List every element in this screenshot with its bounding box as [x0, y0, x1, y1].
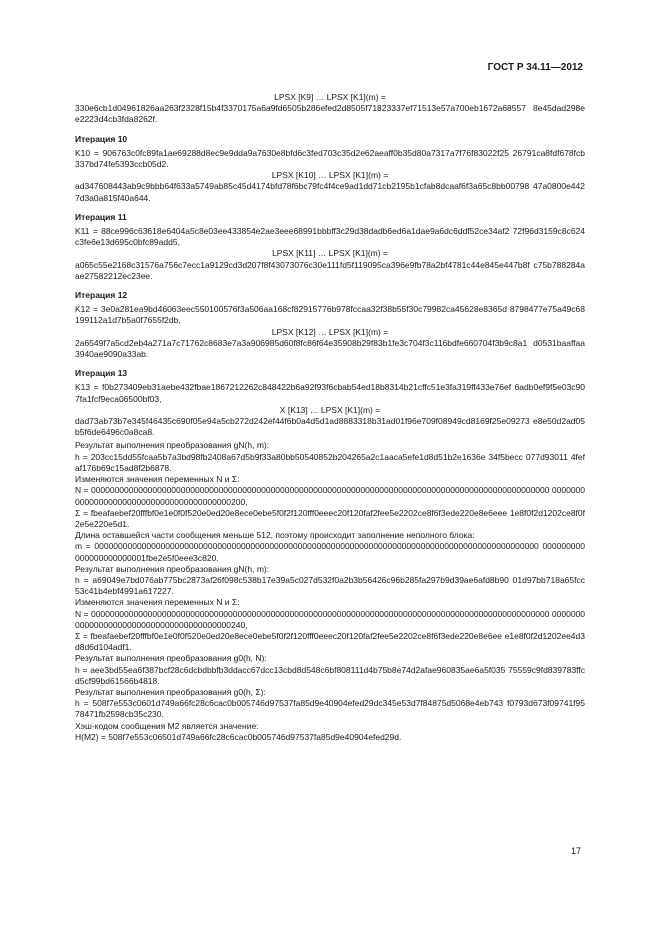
- key-iter11: K11 = 88ce996c63618e6404a5c8e03ee433854e2ae3eee68991bbbff3c29d38dadb6ed6a1dae9a6dc6ddf52ce34af2 72f96d3159c8c624c3fe6e13d695c0bfc89add5,: [75, 226, 585, 248]
- label-result-gN1: Результат выполнения преобразования gN(h, m):: [75, 440, 270, 451]
- heading-iter12: Итерация 12: [75, 290, 128, 301]
- label-result-g0S: Результат выполнения преобразования g0(h, Σ):: [75, 686, 266, 697]
- label-hash: Хэш-кодом сообщения M2 является значение:: [75, 720, 259, 731]
- value-iter10: ad347608443ab9c9bbb64f633a5749ab85c45d4174bfd78f6bc79fc4f4ce9ad1dd71cb2195b1cfab8dcaaf6f3a65c8bb00798 47a0800e4427d3a0a815f40a644.: [75, 181, 585, 203]
- label-change1: Изменяются значения переменных N и Σ:: [75, 474, 240, 485]
- value-iter13: dad73ab73b7e345f46435c690f05e94a5cb272d242ef44f6b0a4d5d1ad8883318b31ad01f96e709f08949cd8169f25e09273 e8e50d2ad05b5f6de6496c0a8ca8.: [75, 416, 585, 438]
- label-change2: Изменяются значения переменных N и Σ:: [75, 597, 240, 608]
- label-result-gN2: Результат выполнения преобразования gN(h, m):: [75, 563, 270, 574]
- value-N2: N = 0000000000000000000000000000000000000000000000000000000000000000000000000000000000000000000000000 0000000000000000000000000000000000000000240,: [75, 608, 585, 630]
- formula-iter10: LPSX [K10] … LPSX [K1](m) =: [271, 170, 389, 181]
- value-result-gN2: h = a69049e7bd076ab775bc2873af26f098c538b17e39a5c027d532f0a2b3b56426c96b285fa297b9d39ae6afd8b90 01d97bb718a65fcc53c41b4ebf4991a617227.: [75, 574, 585, 597]
- label-padding: Длина оставшейся части сообщения меньше 512, поэтому происходит заполнение неполного блока:: [75, 530, 475, 541]
- value-result-g0S: h = 508f7e553c0601d749a66fc28c6cac0b005746d97537fa85d9e40904efed29dc345e53d7f84875d5068e4eb743 f0793d673f09741f9578471fb2598cb35c230.: [75, 698, 585, 720]
- value-S2: Σ = fbeafaebef20fffbf0e1e0f0f520e0ed20e8ece0ebe5f0f2f120fff0eeec20f120faf2fee5e2202ce8f6f3ede220e8e6ee e1e8f0f2d1202ee4d3d8d6d104adf1.: [75, 630, 585, 653]
- formula-iter13: X [K13] … LPSX [K1](m) =: [279, 404, 381, 415]
- heading-iter10: Итерация 10: [75, 133, 128, 144]
- value-iter11: a065c55e2168c31576a756c7ecc1a9129cd3d207f8f43073076c30e111fd5f119095ca396e9fb78a2bf4781c44e845e447b8f c75b788284aae27582212ec23ee.: [75, 259, 585, 281]
- value-N1: N = 0000000000000000000000000000000000000000000000000000000000000000000000000000000000000000000000000 0000000000000000000000000000000000000000200,: [75, 485, 585, 507]
- label-result-g0N: Результат выполнения преобразования g0(h, N):: [75, 653, 267, 664]
- heading-iter11: Итерация 11: [75, 211, 127, 222]
- key-iter13: K13 = f0b273409eb31aebe432fbae1867212262c848422b6a92f93f6cbab54ed18b8314b21cffc51e3fa319ff433e76ef 6adb0ef9f5e03c907fa1fcf9eca06500bf03,: [75, 382, 585, 404]
- formula-iter11: LPSX [K11] … LPSX [K1](m) =: [272, 248, 388, 259]
- value-hash: H(M2) = 508f7e553c06501d749a66fc28c6cac0b005746d97537fa85d9e40904efed29d.: [75, 731, 402, 742]
- key-iter10: K10 = 906763c0fc89fa1ae69288d8ec9e9dda9a7630e8bfd6c3fed703c35d2e62aeaff0b35d80a7317a7f76f83022f25 26791ca8fdf678fcb337bd74fe5393ccb05d2.: [75, 147, 585, 170]
- key-iter12: K12 = 3e0a281ea9bd46063eec550100576f3a506aa168cf82915776b978fccaa32f38b55f30c79982ca45628e8365d 8798477e75a49c68199112a1d7b5a0f7655f2db,: [75, 304, 585, 326]
- value-padding-m: m = 0000000000000000000000000000000000000000000000000000000000000000000000000000000000000000000000 000000000000000000000001fbe2e5f0eee3c820.: [75, 541, 585, 563]
- document-content: [75, 92, 585, 743]
- value-result-gN1: h = 203cc15dd55fcaa5b7a3bd98fb2408a67d5b9f33a80bb50540852b204265a2c1aaca5efe1d8d51b2e1636e 34f5becc 077d93011 4fefaf176b69c15ad8f2b6878.: [75, 451, 585, 473]
- value-result-g0N: h = aee3bd55ea6f387bcf28c6dcbdbbfb3ddacc67dcc13cbd8d548c6bf808111d4b75b8e74d2afae960835ae6a5f035 75559c9fd839783ffcd5cf99bd61566b4818.: [75, 664, 585, 686]
- page-number: 17: [570, 846, 581, 856]
- value-iter12: 2a6549f7a5cd2eb4a271a7c71762c8683e7a3a906985d60f8fc86f64e35908b29f83b1fe3c704f3c116bdfe660704f3b9c8a1 d0531baaffaa3940ae9090a33ab.: [75, 337, 585, 360]
- standard-header: ГОСТ Р 34.11—2012: [487, 62, 583, 73]
- formula-block1: LPSX [K9] … LPSX [K1](m) =: [274, 92, 386, 102]
- value-S1: Σ = fbeafaebef20fffbf0e1e0f0f520e0ed20e8ece0ebe5f0f2f120fff0eeec20f120faf2fee5e2202ce8f6f3ede220e8e6eee 1e8f0f2d1202ce8f0f2e5e220e5d1.: [75, 507, 585, 529]
- heading-iter13: Итерация 13: [75, 368, 128, 379]
- value-block1: 330e6cb1d04961826aa263f2328f15b4f3370175a6a9fd6505b286efed2d8505f71823337ef71513e57a700eb1672a68557 8e45dad298ee2223d4cb3fda8262f.: [75, 103, 585, 125]
- formula-iter12: LPSX [K12] … LPSX [K1](m) =: [271, 326, 389, 337]
